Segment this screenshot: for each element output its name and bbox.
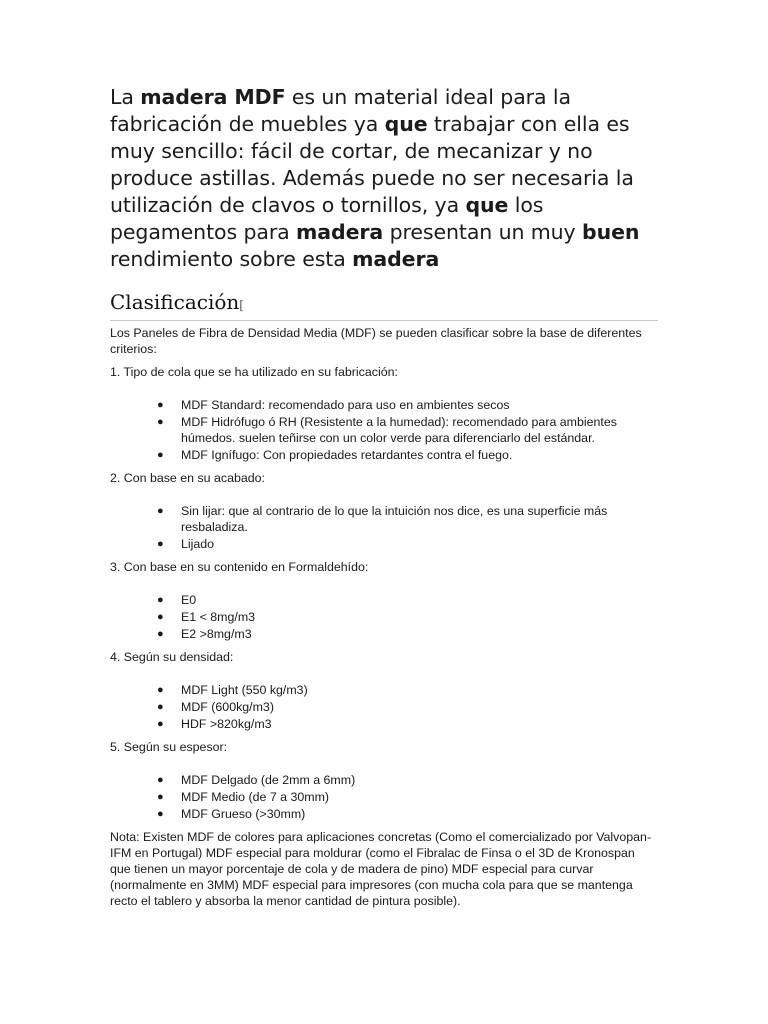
- list-item-text: MDF Grueso (>30mm): [181, 807, 306, 821]
- bullet-icon: ●: [157, 701, 164, 713]
- list-item-text: E2 >8mg/m3: [181, 627, 252, 641]
- section-heading: [110, 289, 658, 321]
- bullet-icon: ●: [157, 399, 164, 411]
- criterion-block: [110, 364, 658, 463]
- bullet-icon: ●: [157, 774, 164, 786]
- intro-text: rendimiento sobre esta: [110, 247, 353, 271]
- list-item-text: MDF (600kg/m3): [181, 700, 274, 714]
- list-item: [157, 609, 658, 625]
- criterion-list: [110, 772, 658, 822]
- bullet-icon: ●: [157, 538, 164, 550]
- criterion-list: [110, 592, 658, 642]
- intro-text: presentan un muy: [383, 220, 582, 244]
- list-item: [157, 447, 658, 463]
- note-paragraph: Nota: Existen MDF de colores para aplicaciones concretas (Como el comercializado por Valvopan-IFM en Portugal) MDF especial para moldurar (como el Fibralac de Finsa o el 3D de Kronospan que tienen un mayor porcentaje de cola y de madera de pino) MDF especial para curvar (normalmente en 3MM) MDF especial para impresores (con mucha cola para que se mantenga recto el tablero y absorba la menor cantidad de pintura posible).: [110, 830, 652, 908]
- list-item: [157, 716, 658, 732]
- criterion-heading: 2. Con base en su acabado:: [110, 471, 265, 485]
- bullet-icon: ●: [157, 449, 164, 461]
- intro-bold-text: madera: [352, 247, 440, 271]
- intro-paragraph: [110, 84, 658, 273]
- list-item: [157, 503, 658, 535]
- intro-text: trabajar con ella es muy sencillo: fácil de cortar, de mecanizar y no produce astillas. Además puede no ser necesaria la utilización de clavos o tornillos, ya: [110, 112, 634, 217]
- bullet-icon: ●: [157, 808, 164, 820]
- intro-bold-text: buen: [582, 220, 640, 244]
- list-item-text: MDF Light (550 kg/m3): [181, 683, 308, 697]
- list-item: [157, 414, 658, 446]
- list-item-text: MDF Medio (de 7 a 30mm): [181, 790, 330, 804]
- criterion-list: [110, 397, 658, 463]
- criterion-list: [110, 503, 658, 552]
- bullet-icon: ●: [157, 718, 164, 730]
- intro-bold-text: que: [384, 112, 428, 136]
- list-item-text: MDF Ignífugo: Con propiedades retardantes contra el fuego.: [181, 448, 513, 462]
- section-body: [110, 325, 658, 909]
- list-item: [157, 789, 658, 805]
- list-item: [157, 806, 658, 822]
- criterion-block: [110, 739, 658, 822]
- intro-text: es un material ideal para la fabricación de muebles ya: [110, 85, 571, 136]
- list-item-text: E0: [181, 593, 197, 607]
- criterion-block: [110, 470, 658, 552]
- criterion-list: [110, 682, 658, 732]
- list-item-text: E1 < 8mg/m3: [181, 610, 256, 624]
- criterion-block: [110, 559, 658, 642]
- criterion-heading: 1. Tipo de cola que se ha utilizado en su fabricación:: [110, 365, 398, 379]
- section-description: Los Paneles de Fibra de Densidad Media (MDF) se pueden clasificar sobre la base de diferentes criterios:: [110, 326, 642, 356]
- list-item-text: HDF >820kg/m3: [181, 717, 272, 731]
- list-item: [157, 536, 658, 552]
- list-item-text: MDF Delgado (de 2mm a 6mm): [181, 773, 356, 787]
- bullet-icon: ●: [157, 505, 164, 517]
- intro-bold-text: madera MDF: [140, 85, 286, 109]
- list-item: [157, 626, 658, 642]
- criterion-heading: 5. Según su espesor:: [110, 740, 228, 754]
- list-item: [157, 772, 658, 788]
- bullet-icon: ●: [157, 791, 164, 803]
- list-item-text: MDF Standard: recomendado para uso en ambientes secos: [181, 398, 510, 412]
- criterion-heading: 3. Con base en su contenido en Formaldehído:: [110, 560, 369, 574]
- bullet-icon: ●: [157, 628, 164, 640]
- list-item-text: Lijado: [181, 537, 215, 551]
- bullet-icon: ●: [157, 416, 164, 428]
- intro-bold-text: madera: [296, 220, 384, 244]
- bullet-icon: ●: [157, 684, 164, 696]
- bullet-icon: ●: [157, 594, 164, 606]
- edit-link-bracket[interactable]: [: [239, 298, 244, 312]
- list-item: [157, 592, 658, 608]
- document-page: [110, 84, 658, 909]
- intro-text: La: [110, 85, 141, 109]
- list-item-text: Sin lijar: que al contrario de lo que la intuición nos dice, es una superficie más resbaladiza.: [181, 504, 608, 534]
- intro-bold-text: que: [465, 193, 509, 217]
- section-title-text: Clasificación: [110, 290, 240, 314]
- criterion-heading: 4. Según su densidad:: [110, 650, 234, 664]
- list-item: [157, 682, 658, 698]
- list-item: [157, 397, 658, 413]
- list-item: [157, 699, 658, 715]
- intro-text: los pegamentos para: [110, 193, 544, 244]
- criterion-block: [110, 649, 658, 732]
- list-item-text: MDF Hidrófugo ó RH (Resistente a la humedad): recomendado para ambientes húmedos. suelen teñirse con un color verde para diferenciarlo del estándar.: [181, 415, 617, 445]
- bullet-icon: ●: [157, 611, 164, 623]
